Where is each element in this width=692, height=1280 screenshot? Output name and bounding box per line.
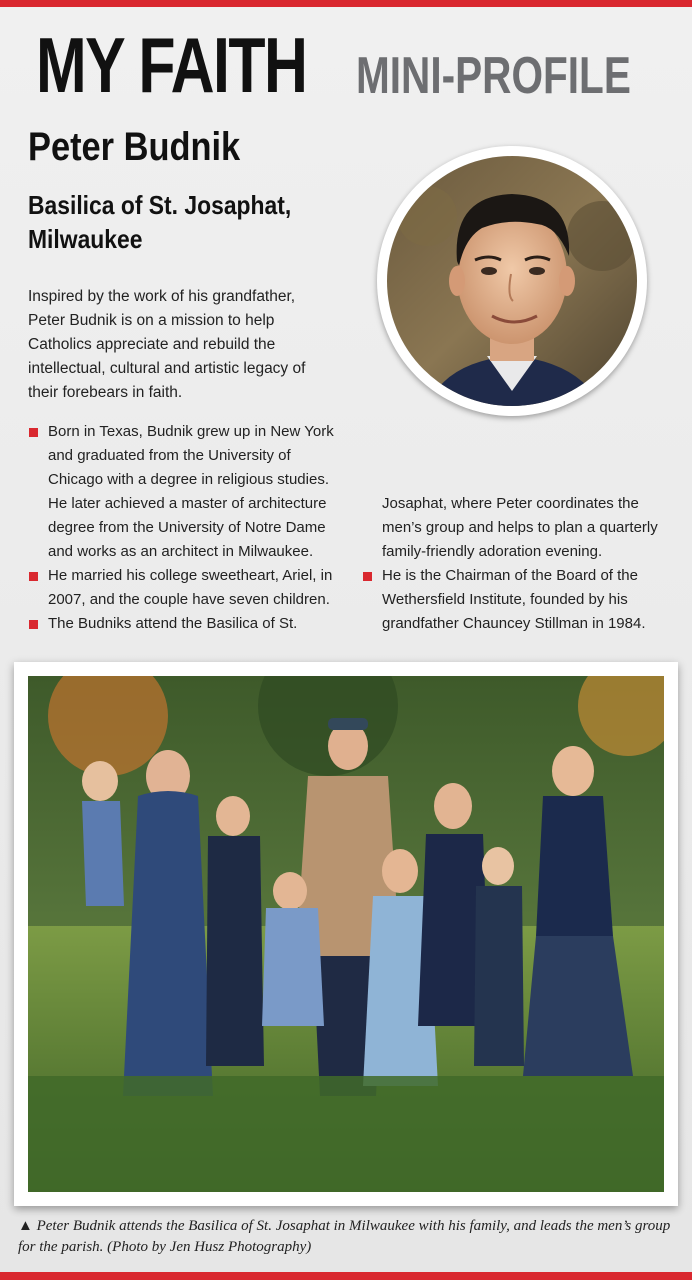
bullet-item: The Budniks attend the Basilica of St.: [28, 612, 348, 636]
bullets-right-column: [362, 492, 662, 636]
bullet-continuation: Josaphat, where Peter coordinates the men’s group and helps to plan a quarterly family-friendly adoration evening.: [382, 495, 658, 560]
header-subtitle: MINI-PROFILE: [356, 47, 631, 105]
family-photo: [28, 676, 664, 1192]
bullet-item: Born in Texas, Budnik grew up in New York and graduated from the University of Chicago with a degree in religious studies. He later achieved a master of architecture degree from the University of Notre Dame and works as an architect in Milwaukee.: [28, 420, 348, 564]
family-photo-frame: [14, 662, 678, 1206]
header-title: MY FAITH: [36, 21, 307, 109]
parish-line-2: Milwaukee: [28, 224, 143, 254]
section-header: [36, 20, 631, 111]
bullets-left-column: [28, 420, 348, 636]
portrait-frame: [377, 146, 647, 416]
parish-line-1: Basilica of St. Josaphat,: [28, 190, 292, 220]
bullet-item: He is the Chairman of the Board of the Wethersfield Institute, founded by his grandfather Chauncey Stillman in 1984.: [362, 564, 662, 636]
bottom-accent-bar: [0, 1272, 692, 1280]
profile-name: Peter Budnik: [28, 125, 241, 169]
portrait-photo: [387, 156, 637, 406]
top-accent-bar: [0, 0, 692, 7]
profile-parish: [28, 188, 291, 256]
photo-caption: ▲ Peter Budnik attends the Basilica of St. Josaphat in Milwaukee with his family, and leads the men’s group for the parish. (Photo by Jen Husz Photography): [18, 1218, 671, 1255]
bullet-item: He married his college sweetheart, Ariel, in 2007, and the couple have seven children.: [28, 564, 348, 612]
intro-paragraph: Inspired by the work of his grandfather, Peter Budnik is on a mission to help Catholics appreciate and rebuild the intellectual, cultural and artistic legacy of their forebears in faith.: [28, 288, 306, 401]
